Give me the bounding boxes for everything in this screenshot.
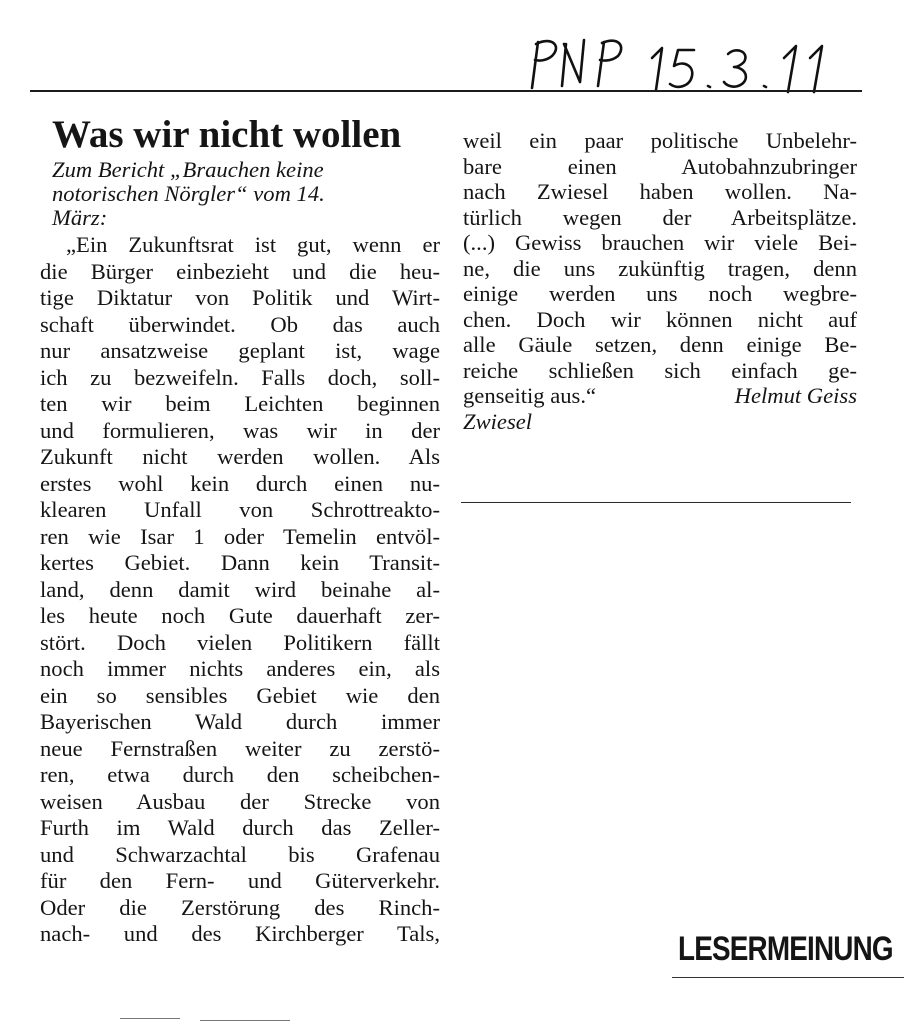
- text-line: Oder die Zerstörung des Rinch-: [40, 894, 440, 920]
- text-line: land, denn damit wird beinahe al-: [40, 576, 440, 602]
- text-line: nur ansatzweise geplant ist, wage: [40, 338, 440, 363]
- article-column-right: [463, 128, 857, 434]
- scan-artifact: [200, 1020, 290, 1021]
- text-line: für den Fern- und Güterverkehr.: [40, 868, 440, 893]
- article-subhead-line: Zum Bericht „Brauchen keine: [52, 157, 324, 182]
- handwritten-note-drawing: [522, 30, 852, 98]
- text-line: und formulieren, was wir in der: [40, 417, 440, 443]
- text-line: ren, etwa durch den scheibchen-: [40, 762, 440, 787]
- text-line: die Bürger einbezieht und die heu-: [40, 258, 440, 284]
- handwritten-source-note: [522, 30, 852, 98]
- text-line: ein so sensibles Gebiet wie den: [40, 682, 440, 708]
- text-line: les heute noch Gute dauerhaft zer-: [40, 603, 440, 628]
- closing-line: [463, 383, 857, 409]
- text-line: weil ein paar politische Unbelehr-: [463, 128, 857, 153]
- text-line: weisen Ausbau der Strecke von: [40, 788, 440, 814]
- article-column-left: [40, 112, 440, 948]
- article-headline: Was wir nicht wollen: [52, 113, 402, 156]
- text-line: und Schwarzachtal bis Grafenau: [40, 841, 440, 867]
- top-rule: [30, 90, 862, 92]
- text-line: Bayerischen Wald durch immer: [40, 709, 440, 734]
- text-line: alle Gäule setzen, denn einige Be-: [463, 332, 857, 357]
- text-line: ten wir beim Leichten beginnen: [40, 391, 440, 416]
- text-line: erstes wohl kein durch einen nu-: [40, 470, 440, 496]
- column-end-rule: [461, 502, 851, 503]
- text-line: nach- und des Kirchberger Tals,: [40, 921, 440, 946]
- text-line: ne, die uns zukünftig tragen, denn: [463, 255, 857, 281]
- text-line: neue Fernstraßen weiter zu zerstö-: [40, 735, 440, 761]
- text-line: einige werden uns noch wegbre-: [463, 281, 857, 306]
- text-line: nach Zwiesel haben wollen. Na-: [463, 179, 857, 204]
- text-line: schaft überwindet. Ob das auch: [40, 311, 440, 337]
- section-label: LESERMEINUNG: [678, 930, 893, 968]
- text-line: türlich wegen der Arbeitsplätze.: [463, 204, 857, 230]
- text-line: bare einen Autobahnzubringer: [463, 153, 857, 179]
- text-line: kertes Gebiet. Dann kein Transit-: [40, 550, 440, 575]
- text-line: „Ein Zukunftsrat ist gut, wenn er: [66, 232, 440, 257]
- scan-artifact: [120, 1018, 180, 1019]
- closing-text: genseitig aus.“: [463, 383, 597, 408]
- text-line: noch immer nichts anderes ein, als: [40, 656, 440, 681]
- author-place: Zwiesel: [463, 408, 533, 434]
- text-line: stört. Doch vielen Politikern fällt: [40, 629, 440, 655]
- text-line: Zukunft nicht werden wollen. Als: [40, 444, 440, 469]
- text-line: reiche schließen sich einfach ge-: [463, 357, 857, 383]
- text-line: ren wie Isar 1 oder Temelin entvöl-: [40, 523, 440, 549]
- article-subhead-line: notorischen Nörgler“ vom 14.: [52, 181, 325, 206]
- text-line: chen. Doch wir können nicht auf: [463, 306, 857, 332]
- text-line: tige Diktatur von Politik und Wirt-: [40, 285, 440, 310]
- author-name: Helmut Geiss: [734, 383, 857, 408]
- text-line: (...) Gewiss brauchen wir viele Bei-: [463, 230, 857, 255]
- text-line: ich zu bezweifeln. Falls doch, soll-: [40, 364, 440, 390]
- article-subhead-line: März:: [52, 205, 108, 230]
- text-line: Furth im Wald durch das Zeller-: [40, 815, 440, 840]
- text-line: klearen Unfall von Schrottreakto-: [40, 497, 440, 522]
- section-label-rule: [672, 977, 904, 978]
